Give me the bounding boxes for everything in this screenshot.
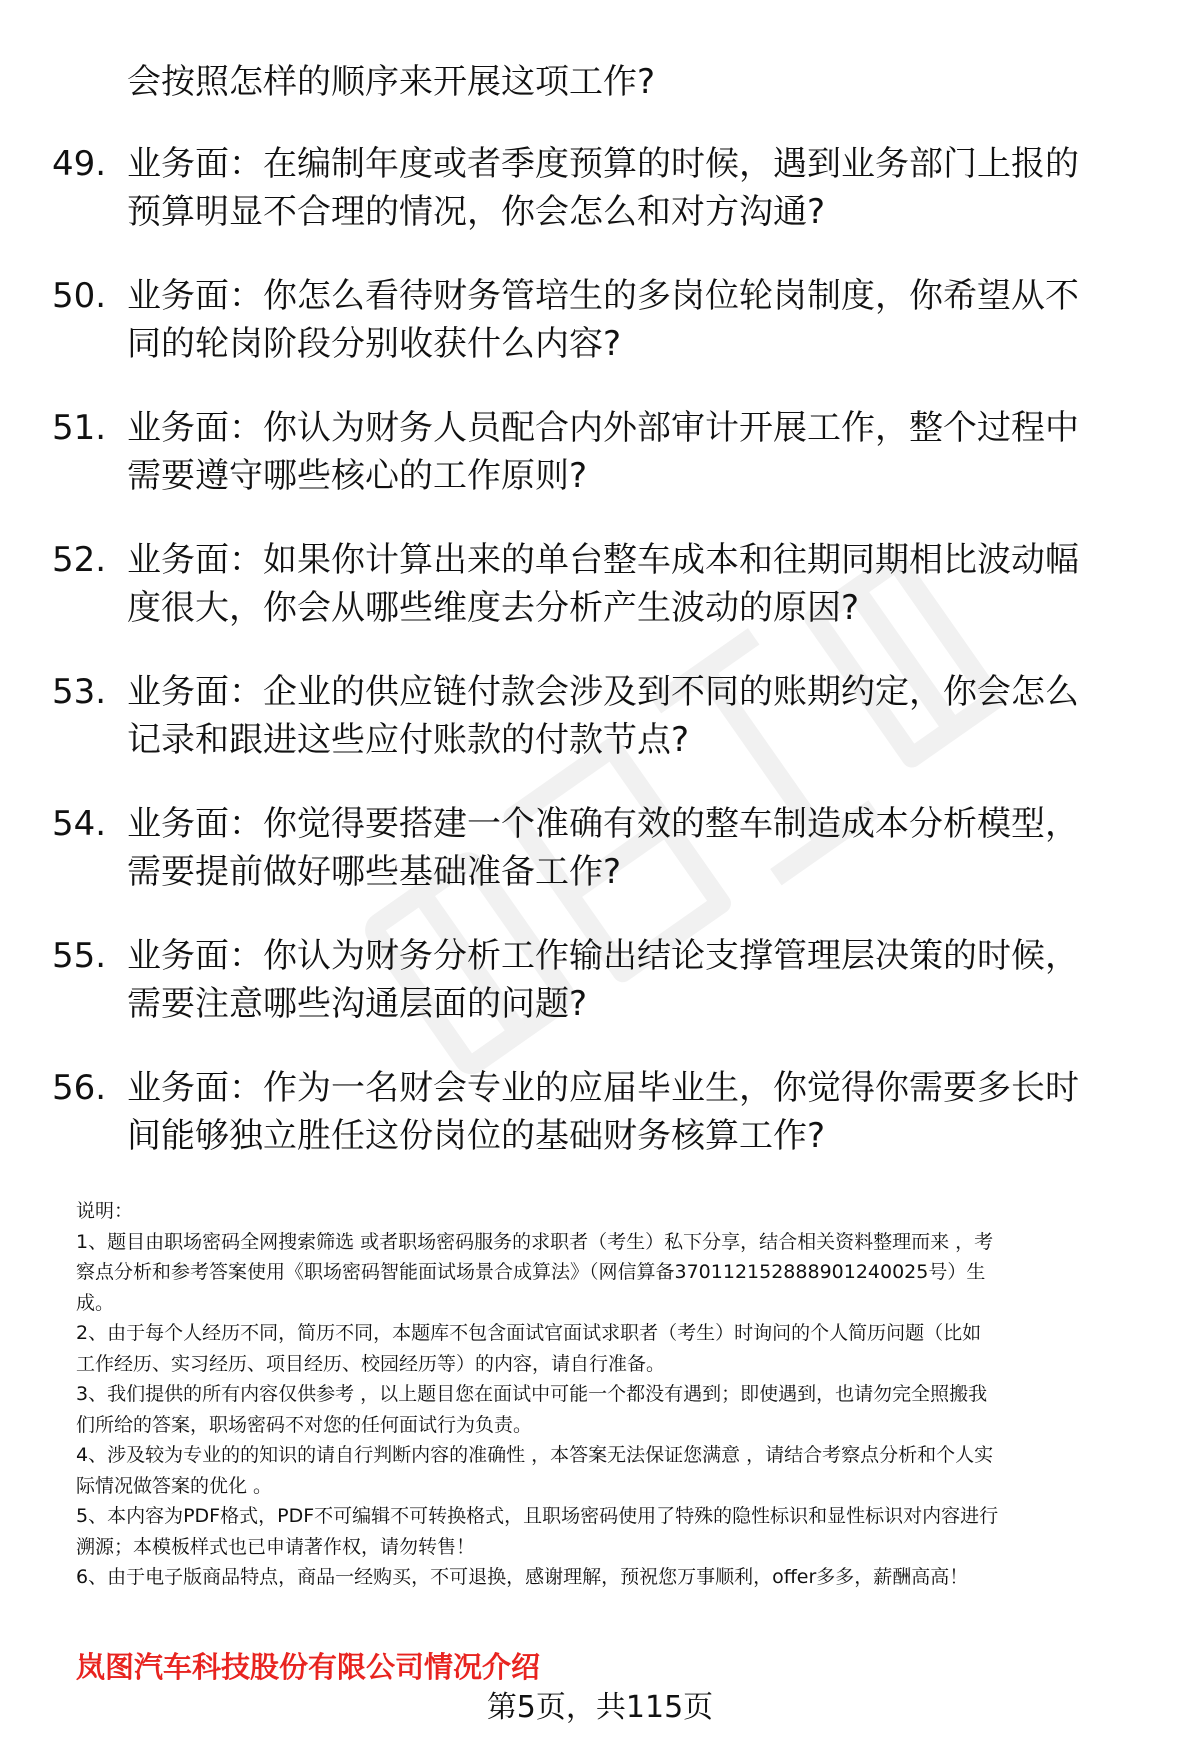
notes-line: 察点分析和参考答案使用《职场密码智能面试场景合成算法》（网信算备370112152888901240025号）生 (76, 1261, 986, 1283)
question-list (0, 140, 1200, 1196)
question-item (0, 536, 1200, 668)
question-text (127, 668, 1137, 764)
question-number: 56. (52, 1068, 107, 1108)
notes-heading: 说明： (76, 1200, 134, 1222)
question-line: 同的轮岗阶段分别收获什么内容? (127, 324, 622, 364)
question-line: 度很大，你会从哪些维度去分析产生波动的原因? (127, 588, 860, 628)
notes-line: 2、由于每个人经历不同，简历不同，本题库不包含面试官面试求职者（考生）时询问的个人简历问题（比如 (76, 1322, 982, 1344)
question-item (0, 932, 1200, 1064)
question-number: 49. (52, 144, 107, 184)
question-line: 业务面：你怎么看待财务管培生的多岗位轮岗制度，你希望从不 (127, 276, 1079, 316)
question-item (0, 800, 1200, 932)
notes-line: 6、由于电子版商品特点，商品一经购买，不可退换，感谢理解，预祝您万事顺利，offer多多，薪酬高高！ (76, 1566, 969, 1588)
question-item (0, 1064, 1200, 1196)
question-text (127, 1064, 1137, 1160)
question-line: 业务面：你认为财务分析工作输出结论支撑管理层决策的时候， (127, 936, 1079, 976)
question-text (127, 404, 1137, 500)
notes-line: 3、我们提供的所有内容仅供参考 ，以上题目您在面试中可能一个都没有遇到；即使遇到，也请勿完全照搬我 (76, 1383, 988, 1405)
question-number: 53. (52, 672, 107, 712)
question-text (127, 800, 1137, 896)
question-number: 54. (52, 804, 107, 844)
question-line: 业务面：你认为财务人员配合内外部审计开展工作，整个过程中 (127, 408, 1079, 448)
notes-line: 成。 (76, 1291, 115, 1314)
notes-line: 际情况做答案的优化 。 (76, 1474, 273, 1497)
question-item (0, 140, 1200, 272)
question-number: 52. (52, 540, 107, 580)
notes-line: 4、涉及较为专业的的知识的请自行判断内容的准确性 ，本答案无法保证您满意 ，请结合考察点分析和个人实 (76, 1444, 994, 1466)
question-line: 业务面：如果你计算出来的单台整车成本和往期同期相比波动幅 (127, 540, 1079, 580)
question-line: 需要提前做好哪些基础准备工作? (127, 852, 622, 892)
question-line: 记录和跟进这些应付账款的付款节点? (127, 720, 690, 760)
question-line: 需要注意哪些沟通层面的问题? (127, 984, 588, 1024)
question-text (127, 140, 1137, 236)
question-item (0, 272, 1200, 404)
question-line: 预算明显不合理的情况，你会怎么和对方沟通? (127, 192, 826, 232)
question-text (127, 272, 1137, 368)
company-section-title: 岚图汽车科技股份有限公司情况介绍 (76, 1650, 541, 1684)
notes-line: 们所给的答案，职场密码不对您的任何面试行为负责。 (76, 1413, 533, 1436)
continued-question-text: 会按照怎样的顺序来开展这项工作? (127, 62, 656, 102)
question-text (127, 536, 1137, 632)
question-line: 业务面：作为一名财会专业的应届毕业生，你觉得你需要多长时 (127, 1068, 1079, 1108)
notes-line: 溯源；本模板样式也已申请著作权，请勿转售！ (76, 1535, 476, 1558)
notes-line: 1、题目由职场密码全网搜索筛选 或者职场密码服务的求职者（考生）私下分享，结合相关资料整理而来 ，考 (76, 1230, 994, 1253)
notes-line: 工作经历、实习经历、项目经历、校园经历等）的内容，请自行准备。 (76, 1352, 666, 1375)
question-line: 需要遵守哪些核心的工作原则? (127, 456, 588, 496)
question-text (127, 932, 1137, 1028)
question-item (0, 668, 1200, 800)
question-line: 业务面：企业的供应链付款会涉及到不同的账期约定，你会怎么 (127, 672, 1079, 712)
notes-section (76, 1196, 1166, 1593)
question-line: 间能够独立胜任这份岗位的基础财务核算工作? (127, 1116, 826, 1156)
question-line: 业务面：你觉得要搭建一个准确有效的整车制造成本分析模型， (127, 804, 1079, 844)
question-number: 51. (52, 408, 107, 448)
question-number: 50. (52, 276, 107, 316)
page-number-footer: 第5页，共115页 (486, 1690, 714, 1725)
notes-line: 5、本内容为PDF格式，PDF不可编辑不可转换格式，且职场密码使用了特殊的隐性标识和显性标识对内容进行 (76, 1505, 999, 1527)
question-number: 55. (52, 936, 107, 976)
question-item (0, 404, 1200, 536)
question-line: 业务面：在编制年度或者季度预算的时候，遇到业务部门上报的 (127, 144, 1079, 184)
